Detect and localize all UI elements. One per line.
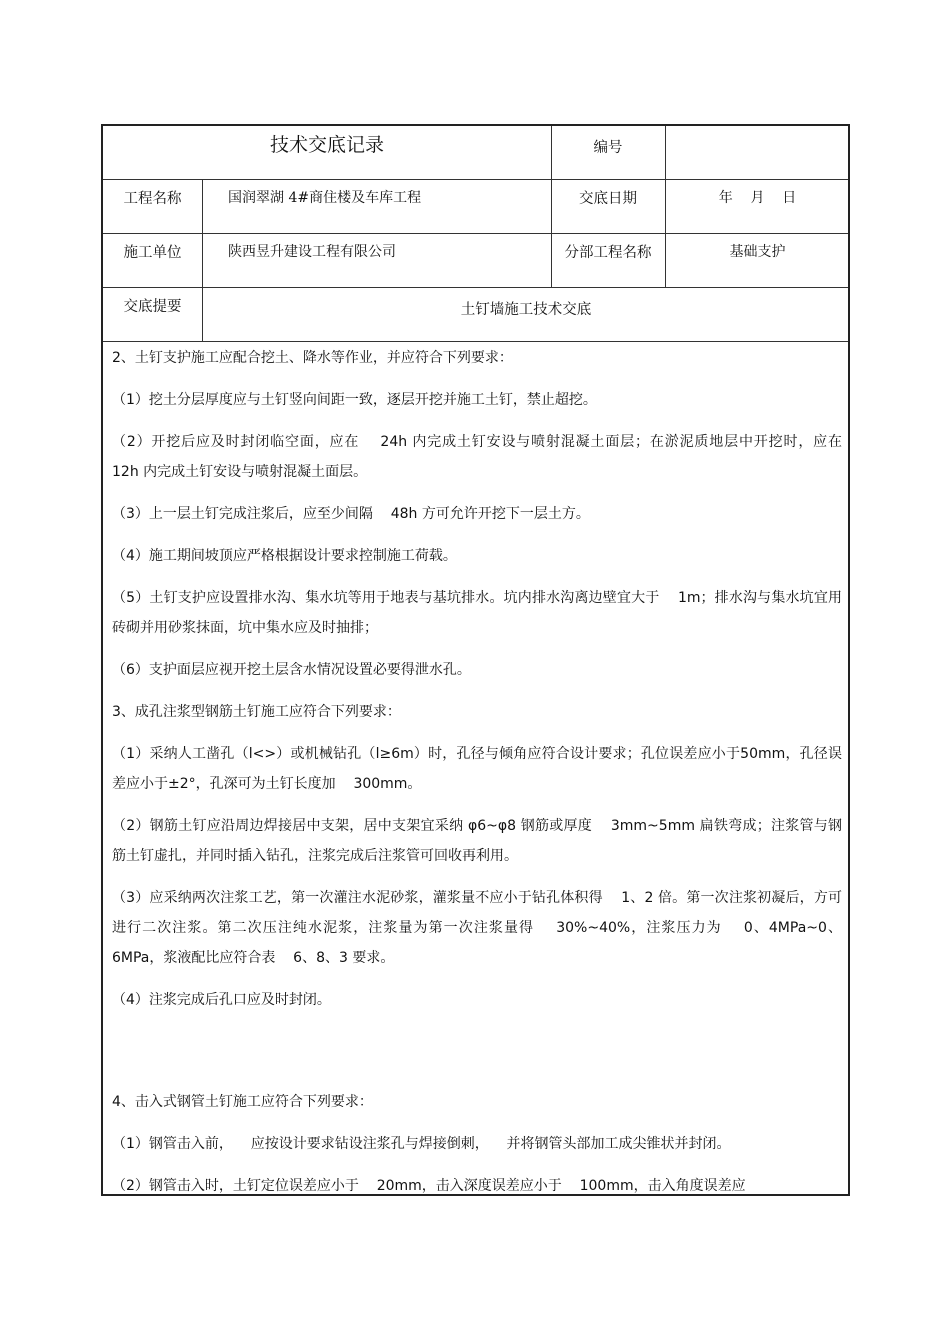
summary-value: 土钉墙施工技术交底 [460, 301, 592, 318]
content-paragraph: （1）挖土分层厚度应与土钉竖向间距一致，逐层开挖并施工土钉，禁止超挖。 [112, 392, 597, 408]
number-label: 编号 [593, 139, 623, 156]
contractor-label: 施工单位 [123, 244, 182, 261]
content-paragraph: （2）开挖后应及时封闭临空面，应在 24h 内完成土钉安设与喷射混凝土面层；在淤泥质地层中开挖时，应在 12h 内完成土钉安设与喷射混凝土面层。 [112, 434, 860, 480]
content-paragraph: 4、击入式钢管土钉施工应符合下列要求： [112, 1094, 373, 1110]
project-name-label: 工程名称 [123, 190, 182, 207]
content-paragraph: （6）支护面层应视开挖土层含水情况设置必要得泄水孔。 [112, 662, 471, 678]
subproject-label: 分部工程名称 [564, 244, 652, 261]
content-paragraph: （1）钢管击入前， 应按设计要求钻设注浆孔与焊接倒刺， 并将钢管头部加工成尖锥状并封闭。 [112, 1136, 731, 1152]
project-name-value: 国润翠湖 4#商住楼及车库工程 [228, 190, 422, 206]
content-paragraph: （4）施工期间坡顶应严格根据设计要求控制施工荷载。 [112, 548, 457, 564]
subproject-value: 基础支护 [729, 244, 786, 260]
content-paragraph: （2）钢筋土钉应沿周边焊接居中支架，居中支架宜采纳 φ6~φ8 钢筋或厚度 3mm~5mm 扁铁弯成；注浆管与钢筋土钉虚扎，并同时插入钻孔，注浆完成后注浆管可回收再利用。 [112, 818, 842, 864]
content-paragraph: （5）土钉支护应设置排水沟、集水坑等用于地表与基坑排水。坑内排水沟离边壁宜大于 1m；排水沟与集水坑宜用砖砌并用砂浆抹面，坑中集水应及时抽排； [112, 590, 843, 636]
content-paragraph: 3、成孔注浆型钢筋土钉施工应符合下列要求： [112, 704, 401, 720]
contractor-value: 陕西昱升建设工程有限公司 [228, 244, 396, 260]
form-title: 技术交底记录 [269, 134, 384, 156]
content-paragraph: （3）应采纳两次注浆工艺，第一次灌注水泥砂浆，灌浆量不应小于钻孔体积得 1、2 倍。第一次注浆初凝后，方可进行二次注浆。第二次压注纯水泥浆，注浆量为第一次注浆量得 30%~40%，注浆压力为 0、4MPa~0、6MPa，浆液配比应符合表 6、8、3 要求。 [112, 890, 842, 966]
summary-label: 交底提要 [123, 298, 182, 315]
number-value [665, 126, 850, 179]
content-paragraph: 2、土钉支护施工应配合挖土、降水等作业，并应符合下列要求： [112, 350, 513, 366]
content-paragraph: （2）钢管击入时，土钉定位误差应小于 20mm，击入深度误差应小于 100mm，击入角度误差应 [112, 1178, 746, 1194]
row-divider [103, 341, 848, 342]
content-paragraph: （1）采纳人工凿孔（l<>）或机械钻孔（l≥6m）时，孔径与倾角应符合设计要求；孔位误差应小于50mm，孔径误差应小于±2°，孔深可为土钉长度加 300mm。 [112, 746, 842, 792]
content-paragraph: （4）注浆完成后孔口应及时封闭。 [112, 992, 331, 1008]
content-paragraph: （3）上一层土钉完成注浆后，应至少间隔 48h 方可允许开挖下一层土方。 [112, 506, 590, 522]
date-value: 年 月 日 [718, 190, 797, 206]
date-label: 交底日期 [579, 190, 637, 207]
disclosure-form [101, 124, 860, 1196]
disclosure-content [112, 343, 860, 1213]
